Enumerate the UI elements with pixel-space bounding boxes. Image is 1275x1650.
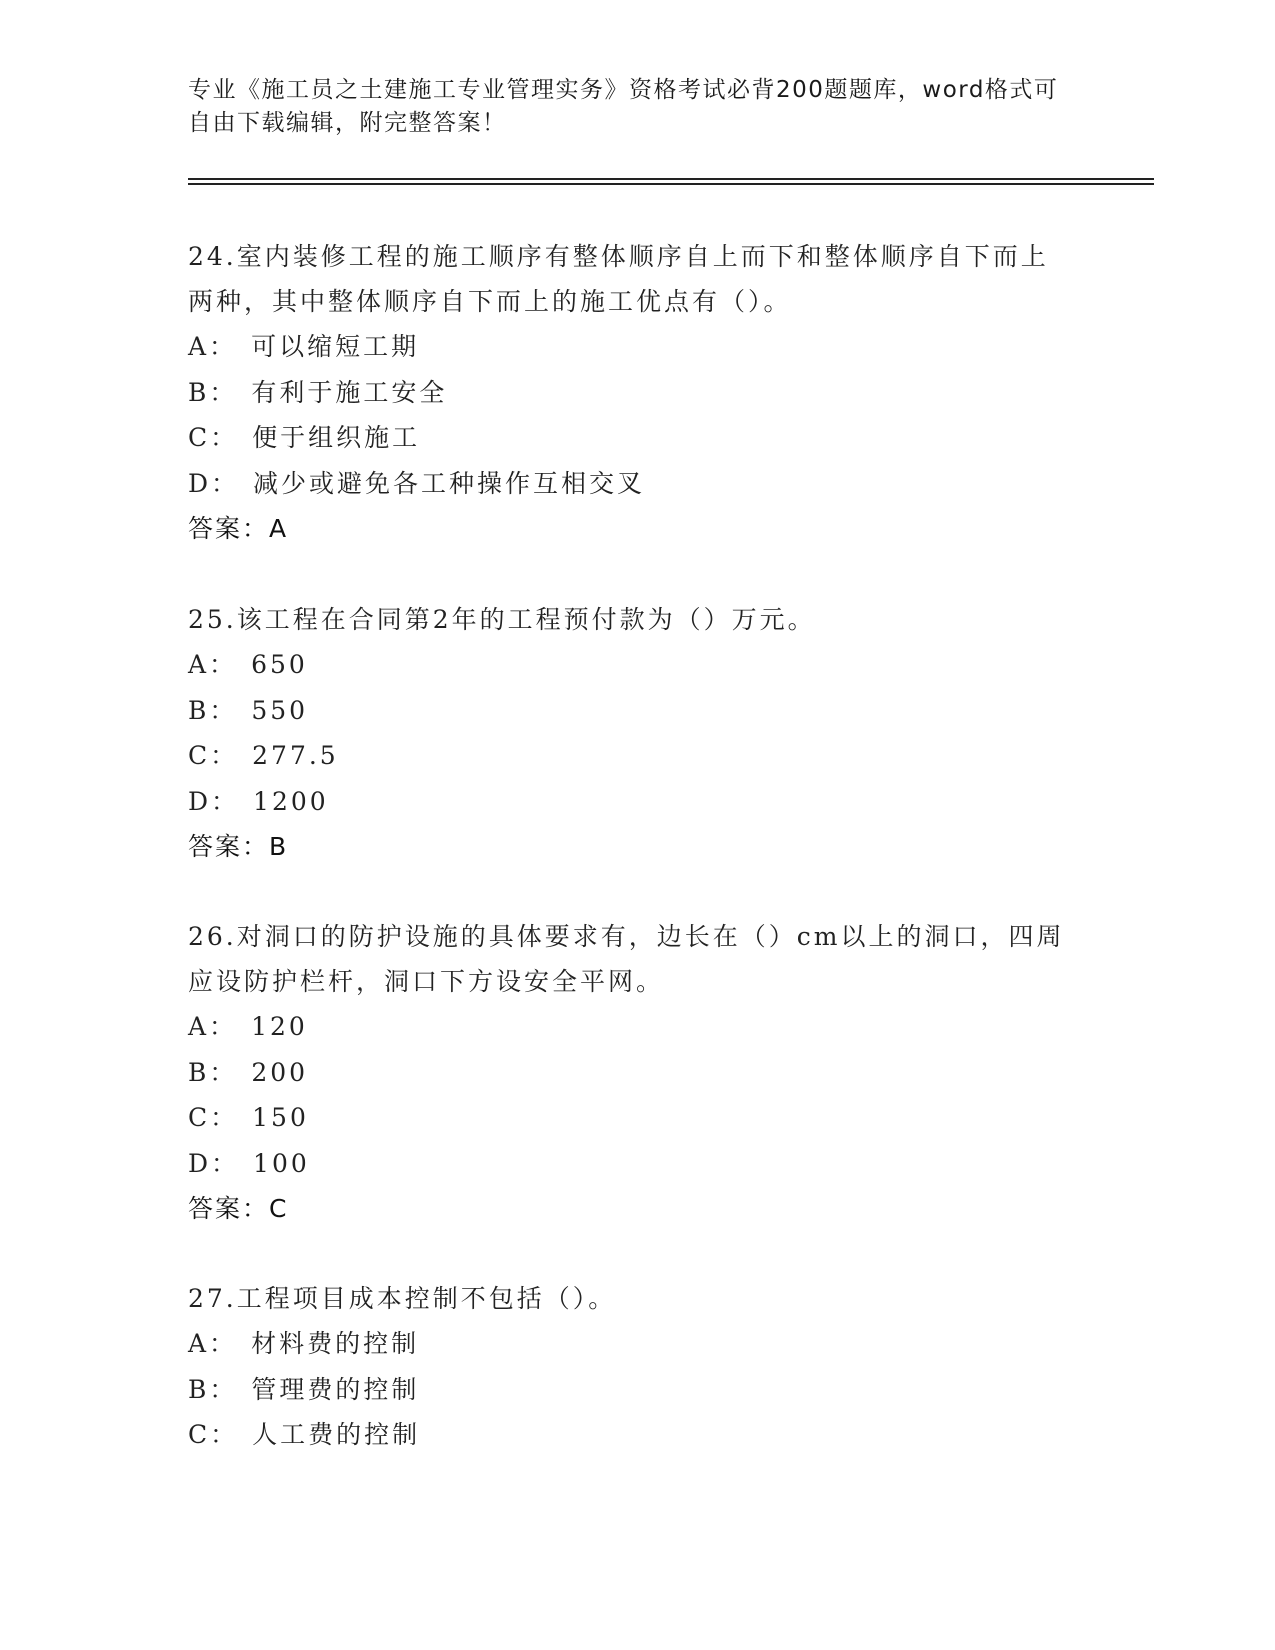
- answer-line: 答案：B: [188, 832, 289, 861]
- header-line-2: 自由下载编辑，附完整答案！: [188, 110, 507, 136]
- question-stem: [188, 914, 1088, 1004]
- option-key: A：: [188, 1329, 238, 1358]
- option-key: C：: [188, 741, 239, 770]
- option-text: 550: [251, 695, 309, 725]
- option-key: B：: [188, 1374, 238, 1404]
- question-stem-line: 应设防护栏杆，洞口下方设安全平网。: [188, 967, 665, 996]
- option-text: 650: [251, 650, 308, 679]
- option-text: 减少或避免各工种操作互相交叉: [253, 468, 646, 498]
- header-divider-top: [188, 178, 1154, 180]
- question-stem-line: 24.室内装修工程的施工顺序有整体顺序自上而下和整体顺序自下而上: [188, 242, 1049, 271]
- question-stem: [188, 597, 1088, 642]
- option-text: 1200: [253, 786, 329, 816]
- question-27: [188, 1276, 1088, 1458]
- question-stem-line: 26.对洞口的防护设施的具体要求有，边长在（）cm以上的洞口，四周: [188, 922, 1065, 951]
- option-text: 便于组织施工: [252, 423, 421, 452]
- option-text: 管理费的控制: [251, 1374, 420, 1404]
- option-a: [188, 1004, 1088, 1050]
- option-text: 277.5: [252, 741, 339, 770]
- option-a: [188, 642, 1088, 688]
- option-c: [188, 733, 1088, 779]
- question-stem-line: 25.该工程在合同第2年的工程预付款为（）万元。: [188, 605, 816, 634]
- option-text: 150: [252, 1103, 309, 1132]
- option-key: B：: [188, 695, 238, 725]
- question-stem: [188, 234, 1088, 324]
- option-b: [188, 1367, 1088, 1413]
- option-text: 120: [251, 1012, 308, 1041]
- option-text: 有利于施工安全: [251, 377, 448, 407]
- option-c: [188, 1095, 1088, 1141]
- question-stem-line: 两种，其中整体顺序自下而上的施工优点有（）。: [188, 287, 792, 316]
- option-d: [188, 461, 1088, 507]
- option-c: [188, 1412, 1088, 1458]
- option-key: B：: [188, 1057, 238, 1087]
- option-key: A：: [188, 650, 238, 679]
- option-a: [188, 324, 1088, 370]
- option-d: [188, 779, 1088, 825]
- question-stem: [188, 1276, 1088, 1321]
- option-key: C：: [188, 423, 239, 452]
- header-line-1: 专业《施工员之土建施工专业管理实务》资格考试必背200题题库，word格式可: [188, 77, 1059, 103]
- option-key: B：: [188, 377, 238, 407]
- option-key: A：: [188, 332, 238, 361]
- option-text: 人工费的控制: [252, 1420, 421, 1449]
- option-c: [188, 415, 1088, 461]
- question-26: [188, 914, 1088, 1232]
- option-text: 200: [251, 1057, 309, 1087]
- answer-line: 答案：A: [188, 514, 289, 543]
- option-key: D：: [188, 1148, 240, 1178]
- option-d: [188, 1141, 1088, 1187]
- option-key: A：: [188, 1012, 238, 1041]
- question-25: [188, 597, 1088, 870]
- answer-line: 答案：C: [188, 1194, 289, 1223]
- option-b: [188, 1050, 1088, 1096]
- option-a: [188, 1321, 1088, 1367]
- question-24: [188, 234, 1088, 552]
- option-key: D：: [188, 468, 240, 498]
- option-text: 100: [253, 1148, 310, 1178]
- question-stem-line: 27.工程项目成本控制不包括（）。: [188, 1284, 617, 1313]
- option-key: C：: [188, 1103, 239, 1132]
- option-text: 材料费的控制: [251, 1329, 420, 1358]
- option-b: [188, 688, 1088, 734]
- option-key: C：: [188, 1420, 239, 1449]
- option-key: D：: [188, 786, 240, 816]
- header-divider-bottom: [188, 183, 1154, 185]
- option-text: 可以缩短工期: [251, 332, 420, 361]
- document-header: [188, 74, 1088, 140]
- option-b: [188, 370, 1088, 416]
